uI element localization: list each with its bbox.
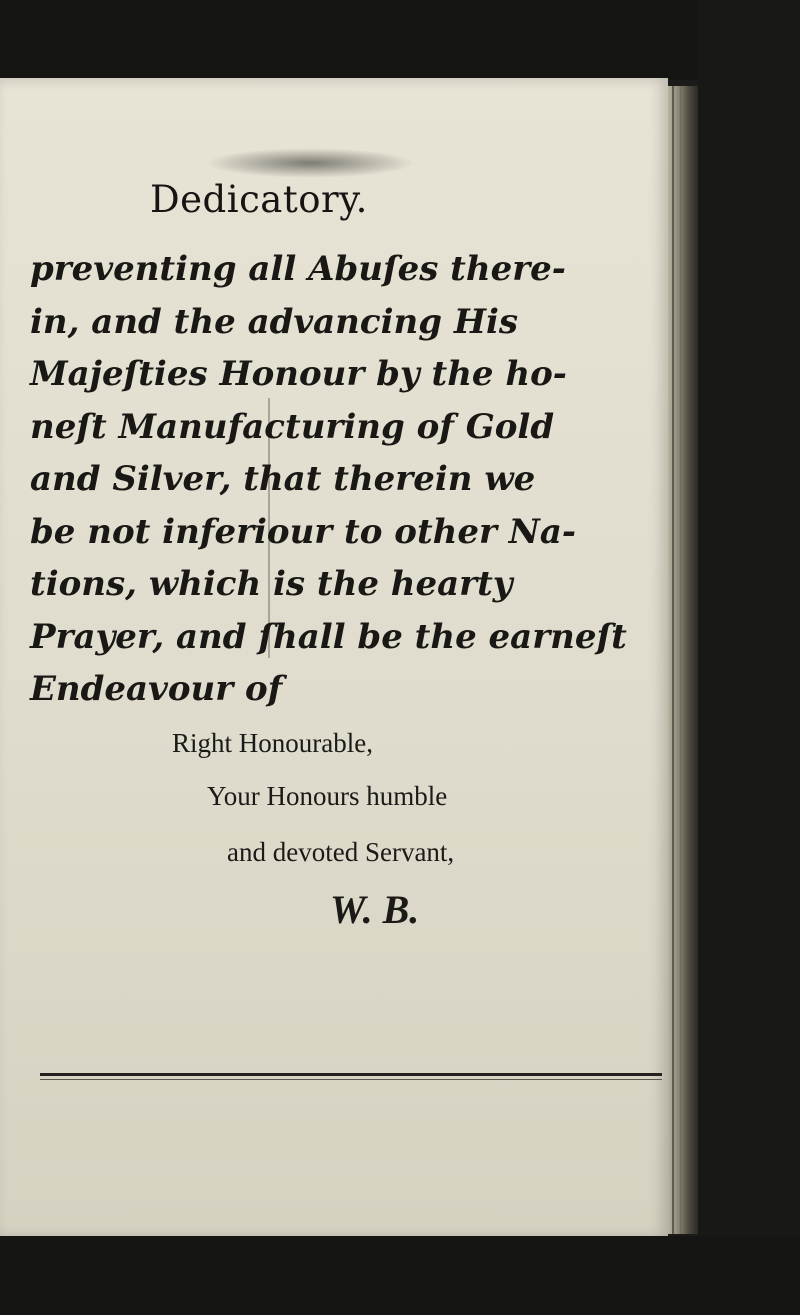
text-line: preventing all Abuſes there-: [30, 249, 566, 289]
text-line: Prayer, and ſhall be the earneſt: [30, 616, 627, 657]
ornamental-rule: [40, 1073, 662, 1076]
text-line: and Silver, that therein we: [30, 459, 536, 499]
salutation: Right Honourable,: [172, 728, 373, 758]
ink-smudge: [205, 148, 415, 178]
ornamental-rule-thin: [40, 1079, 662, 1080]
text-line: neſt Manufacturing of Gold: [30, 406, 555, 447]
binding-dark-area: [698, 0, 800, 1315]
closing-line-2: and devoted Servant,: [227, 837, 455, 867]
text-line: in, and the advancing His: [30, 301, 519, 342]
text-line: Endeavour of: [30, 669, 283, 709]
text-line: be not inferiour to other Na-: [30, 511, 576, 552]
text-line: Majeſties Honour by the ho-: [30, 354, 567, 394]
signature-initials: W. B.: [330, 887, 420, 932]
scan-bottom-edge: [0, 1236, 800, 1315]
running-header: Dedicatory.: [150, 178, 368, 221]
scan-top-edge: [0, 0, 800, 80]
book-page: [0, 78, 668, 1238]
page-edge-stack: [668, 86, 698, 1234]
closing-line-1: Your Honours humble: [207, 781, 448, 811]
dedication-text: [30, 243, 627, 716]
text-line: tions, which is the hearty: [30, 564, 513, 604]
